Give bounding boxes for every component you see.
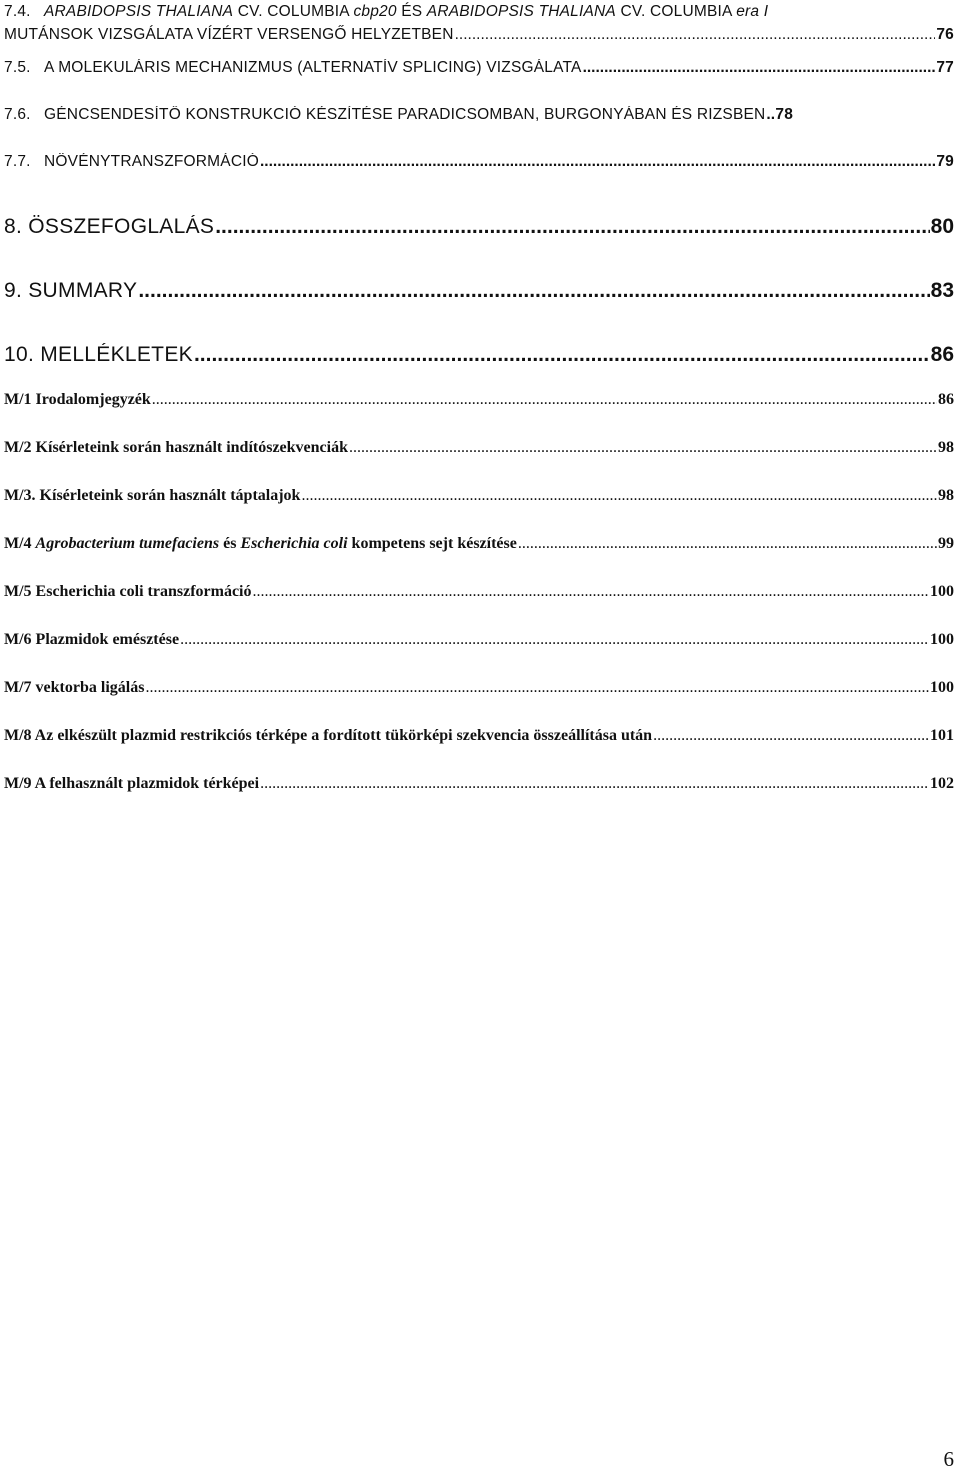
toc-chapter-9[interactable] (4, 279, 954, 343)
toc-leader-dots (138, 279, 929, 303)
toc-entry-page: 79 (936, 153, 954, 170)
toc-chapter-title: 8. ÖSSZEFOGLALÁS (4, 215, 215, 238)
toc-appendix-m9[interactable] (4, 775, 954, 823)
toc-appendix-title: M/8 Az elkészült plazmid restrikciós térképe a fordított tükörképi szekvencia összeállítása után (4, 727, 653, 744)
toc-leader-dots (180, 631, 929, 649)
toc-leader-dots (194, 343, 930, 367)
toc-appendix-m3[interactable] (4, 487, 954, 535)
toc-entry-title: NÖVÉNYTRANSZFORMÁCIÓ (44, 153, 259, 170)
toc-entry-number: 7.7. (4, 153, 31, 170)
toc-entry-page: 76 (936, 26, 954, 43)
toc-entry-7-5[interactable] (4, 59, 954, 106)
toc-appendix-page: 86 (938, 391, 954, 408)
toc-chapter-8[interactable] (4, 215, 954, 279)
toc-appendix-page: 100 (930, 583, 954, 600)
toc-chapter-10[interactable] (4, 343, 954, 391)
toc-entry-text: ÉS (396, 3, 427, 20)
toc-entry-title: MUTÁNSOK VIZSGÁLATA VÍZÉRT VERSENGŐ HELYZETBEN (4, 26, 454, 43)
toc-leader-dots (455, 23, 936, 46)
toc-entry-page: 77 (936, 59, 954, 76)
toc-appendix-page: 99 (938, 535, 954, 552)
toc-leader-dots (145, 679, 929, 697)
toc-appendix-page: 100 (930, 631, 954, 648)
toc-entry-species: ARABIDOPSIS THALIANA (44, 3, 234, 20)
toc-entry-7-4[interactable] (4, 0, 954, 46)
toc-appendix-m1[interactable] (4, 391, 954, 439)
toc-chapter-page: 80 (930, 215, 954, 238)
toc-leader-dots (518, 535, 937, 553)
toc-appendix-title: és (219, 535, 241, 552)
toc-leader-dots (301, 487, 937, 505)
toc-entry-gene: cbp20 (353, 3, 397, 20)
toc-appendix-title: M/9 A felhasznált plazmidok térképei (4, 775, 260, 792)
toc-chapter-page: 83 (930, 279, 954, 302)
toc-appendix-page: 102 (930, 775, 954, 792)
toc-leader-dots (583, 59, 936, 77)
toc-leader-dots (215, 215, 929, 239)
toc-appendix-title: M/2 Kísérleteink során használt indítószekvenciák (4, 439, 348, 456)
toc-entry-title: GÉNCSENDESÍTŐ KONSTRUKCIÓ KÉSZÍTÉSE PARADICSOMBAN, BURGONYÁBAN ÉS RIZSBEN (44, 106, 766, 123)
toc-appendix-title: M/5 Escherichia coli transzformáció (4, 583, 252, 600)
toc-leader-dots (152, 391, 937, 409)
toc-appendix-page: 98 (938, 487, 954, 504)
toc-leader-dots (253, 583, 930, 601)
toc-appendix-m2[interactable] (4, 439, 954, 487)
toc-chapter-page: 86 (930, 343, 954, 366)
toc-appendix-page: 100 (930, 679, 954, 696)
toc-leader-dots (349, 439, 937, 457)
toc-appendix-title: M/4 (4, 535, 36, 552)
toc-entry-title: A MOLEKULÁRIS MECHANIZMUS (ALTERNATÍV SPLICING) VIZSGÁLATA (44, 59, 582, 76)
toc-appendix-m4[interactable] (4, 535, 954, 583)
toc-appendix-species: Agrobacterium tumefaciens (35, 535, 220, 552)
page-number: 6 (943, 1447, 954, 1471)
toc-appendix-m8[interactable] (4, 727, 954, 775)
toc-entry-text: CV. COLUMBIA (615, 3, 737, 20)
toc-leader-dots (260, 775, 929, 793)
toc-entry-7-7[interactable] (4, 153, 954, 215)
toc-chapter-title: 10. MELLÉKLETEK (4, 343, 193, 366)
toc-appendix-title: M/7 vektorba ligálás (4, 679, 145, 696)
toc-entry-page: 78 (775, 106, 794, 123)
toc-entry-7-4-line2 (4, 23, 954, 46)
toc-leader-dots (766, 106, 774, 124)
toc-appendix-species: Escherichia coli (240, 535, 348, 552)
toc-appendix-title: M/6 Plazmidok emésztése (4, 631, 180, 648)
toc-entry-number: 7.6. (4, 106, 31, 123)
toc-appendix-title: kompetens sejt készítése (347, 535, 517, 552)
toc-entry-species: ARABIDOPSIS THALIANA (426, 3, 616, 20)
toc-appendix-title: M/1 Irodalomjegyzék (4, 391, 151, 408)
toc-appendix-m7[interactable] (4, 679, 954, 727)
toc-appendix-page: 98 (938, 439, 954, 456)
toc-appendix-title: M/3. Kísérleteink során használt táptalajok (4, 487, 301, 504)
toc-leader-dots (653, 727, 929, 745)
toc-entry-gene: era I (736, 3, 769, 20)
toc-appendix-m6[interactable] (4, 631, 954, 679)
table-of-contents (4, 0, 954, 823)
toc-appendix-m5[interactable] (4, 583, 954, 631)
toc-entry-text: CV. COLUMBIA (233, 3, 354, 20)
toc-leader-dots (260, 153, 935, 171)
toc-entry-7-6[interactable] (4, 106, 954, 153)
toc-chapter-title: 9. SUMMARY (4, 279, 138, 302)
toc-appendix-page: 101 (930, 727, 954, 744)
toc-entry-number: 7.5. (4, 59, 31, 76)
toc-entry-7-4-line1 (4, 0, 954, 23)
toc-entry-number: 7.4. (4, 3, 31, 20)
